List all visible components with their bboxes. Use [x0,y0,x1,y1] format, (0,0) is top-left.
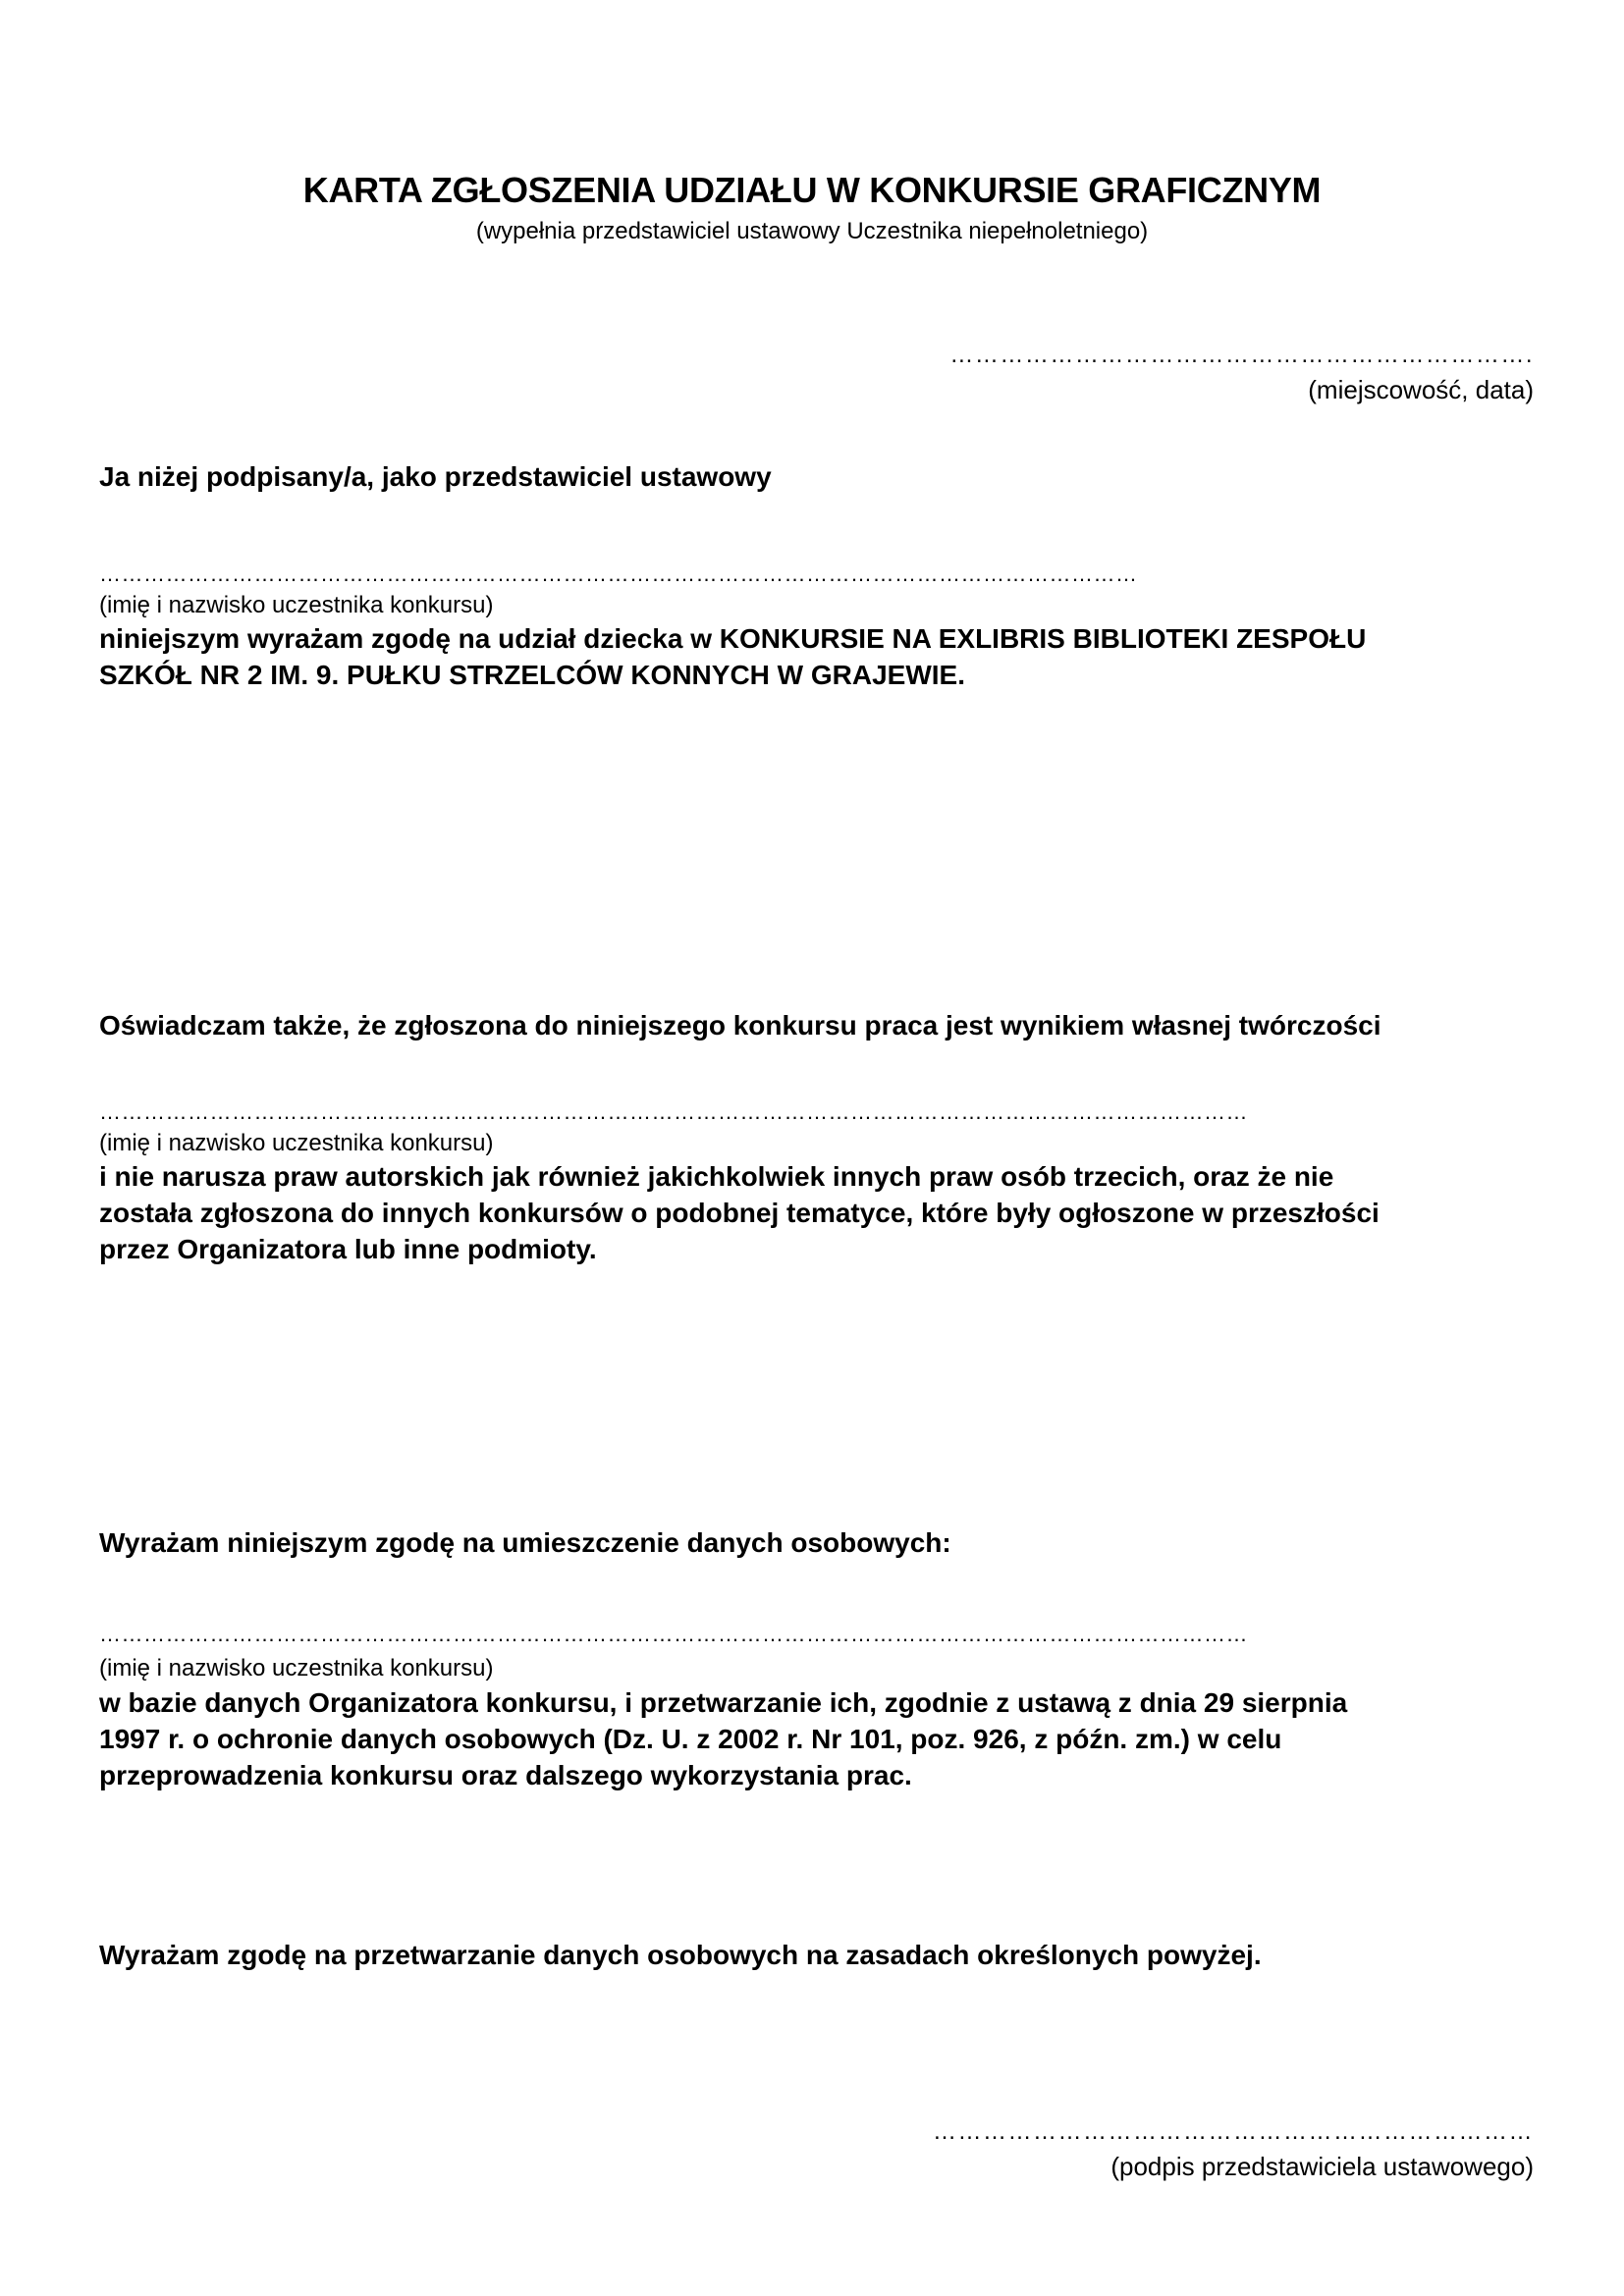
section2-heading: Oświadczam także, że zgłoszona do niniejszego konkursu praca jest wynikiem własnej twórczości [99,1010,1381,1041]
paragraph-line: została zgłoszona do innych konkursów o podobnej tematyce, które były ogłoszone w przeszłości [99,1198,1380,1228]
signature-field[interactable]: ……………………………………………………………… [933,2118,1534,2145]
section1-name-field[interactable]: …………………………………………………………………………………………………………………………… [99,561,1138,586]
place-date-field[interactable]: ……………………………………………………………. [949,342,1534,368]
signature-caption: (podpis przedstawiciela ustawowego) [1110,2152,1534,2181]
paragraph-line: przeprowadzenia konkursu oraz dalszego wykorzystania prac. [99,1760,912,1790]
section2-paragraph [99,1158,1533,1267]
section1-heading: Ja niżej podpisany/a, jako przedstawiciel ustawowy [99,461,772,492]
section2-name-field[interactable]: ………………………………………………………………………………………………………………………………………… [99,1099,1248,1124]
paragraph-line: i nie narusza praw autorskich jak również jakichkolwiek innych praw osób trzecich, oraz że nie [99,1161,1334,1192]
paragraph-line: w bazie danych Organizatora konkursu, i przetwarzanie ich, zgodnie z ustawą z dnia 29 sierpnia [99,1687,1348,1718]
paragraph-line: przez Organizatora lub inne podmioty. [99,1234,597,1264]
section1-paragraph [99,620,1533,693]
paragraph-line: 1997 r. o ochronie danych osobowych (Dz. U. z 2002 r. Nr 101, poz. 926, z późn. zm.) w celu [99,1724,1282,1754]
paragraph-line: SZKÓŁ NR 2 IM. 9. PUŁKU STRZELCÓW KONNYCH W GRAJEWIE. [99,660,966,690]
document-title: KARTA ZGŁOSZENIA UDZIAŁU W KONKURSIE GRAFICZNYM [302,170,1322,210]
section2-name-caption: (imię i nazwisko uczestnika konkursu) [99,1130,494,1156]
section3-name-field[interactable]: ………………………………………………………………………………………………………………………………………… [99,1622,1248,1646]
section3-name-caption: (imię i nazwisko uczestnika konkursu) [99,1655,494,1682]
document-subtitle: (wypełnia przedstawiciel ustawowy Uczestnika niepełnoletniego) [475,218,1149,244]
section3-heading: Wyrażam niniejszym zgodę na umieszczenie danych osobowych: [99,1527,951,1558]
section3-paragraph [99,1684,1533,1793]
paragraph-line: niniejszym wyrażam zgodę na udział dziecka w KONKURSIE NA EXLIBRIS BIBLIOTEKI ZESPOŁU [99,623,1367,654]
section1-name-caption: (imię i nazwisko uczestnika konkursu) [99,592,494,618]
place-date-caption: (miejscowość, data) [1308,375,1534,404]
section4-heading: Wyrażam zgodę na przetwarzanie danych osobowych na zasadach określonych powyżej. [99,1940,1262,1970]
